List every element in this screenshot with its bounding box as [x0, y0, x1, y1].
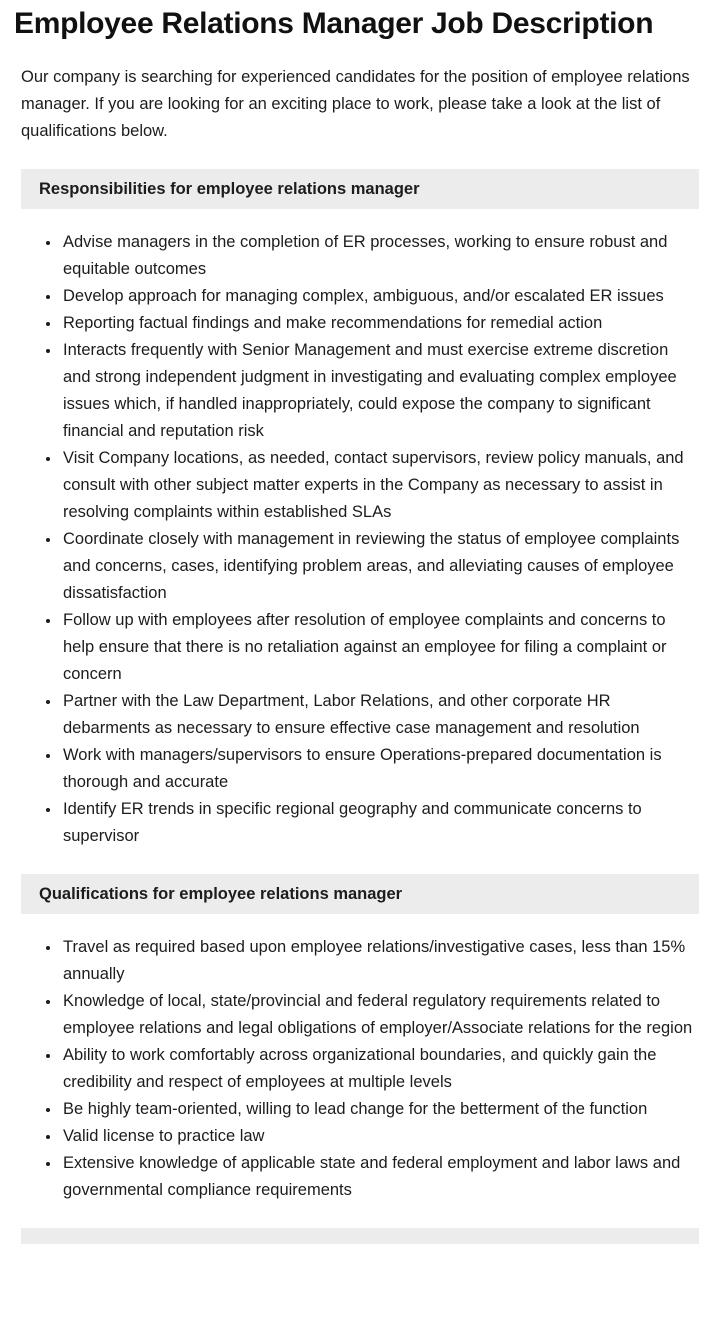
- list-item: • Identify ER trends in specific regional geography and communicate concerns to supervisor: [61, 796, 699, 850]
- list-item: • Coordinate closely with management in reviewing the status of employee complaints and concerns, cases, identifying problem areas, and alleviating causes of employee dissatisfaction: [61, 526, 699, 607]
- list-item: • Advise managers in the completion of ER processes, working to ensure robust and equitable outcomes: [61, 229, 699, 283]
- section-header-responsibilities: Responsibilities for employee relations manager: [21, 169, 699, 209]
- list-item: • Partner with the Law Department, Labor Relations, and other corporate HR debarments as necessary to ensure effective case management and resolution: [61, 688, 699, 742]
- list-item: • Travel as required based upon employee relations/investigative cases, less than 15% annually: [61, 934, 699, 988]
- list-item: • Work with managers/supervisors to ensure Operations-prepared documentation is thorough and accurate: [61, 742, 699, 796]
- list-item: • Knowledge of local, state/provincial and federal regulatory requirements related to employee relations and legal obligations of employer/Associate relations for the region: [61, 988, 699, 1042]
- qualifications-list: [21, 934, 699, 1204]
- list-item: • Develop approach for managing complex, ambiguous, and/or escalated ER issues: [61, 283, 699, 310]
- list-item: • Follow up with employees after resolution of employee complaints and concerns to help ensure that there is no retaliation against an employee for filing a complaint or concern: [61, 607, 699, 688]
- list-item: • Valid license to practice law: [61, 1123, 699, 1150]
- list-item: • Interacts frequently with Senior Management and must exercise extreme discretion and strong independent judgment in investigating and evaluating complex employee issues which, if handled inappropriately, could expose the company to significant financial and reputation risk: [61, 337, 699, 445]
- list-item: • Visit Company locations, as needed, contact supervisors, review policy manuals, and consult with other subject matter experts in the Company as necessary to assist in resolving complaints within established SLAs: [61, 445, 699, 526]
- section-header-qualifications: Qualifications for employee relations manager: [21, 874, 699, 914]
- intro-paragraph: Our company is searching for experienced candidates for the position of employee relations manager. If you are looking for an exciting place to work, please take a look at the list of qualifications below.: [21, 68, 690, 140]
- list-item: • Ability to work comfortably across organizational boundaries, and quickly gain the credibility and respect of employees at multiple levels: [61, 1042, 699, 1096]
- list-item: • Extensive knowledge of applicable state and federal employment and labor laws and governmental compliance requirements: [61, 1150, 699, 1204]
- responsibilities-list: [21, 229, 699, 850]
- page-title: Employee Relations Manager Job Description: [14, 7, 654, 40]
- list-item: • Be highly team-oriented, willing to lead change for the betterment of the function: [61, 1096, 699, 1123]
- list-item: • Reporting factual findings and make recommendations for remedial action: [61, 310, 699, 337]
- next-section-bar-cutoff: [21, 1228, 699, 1244]
